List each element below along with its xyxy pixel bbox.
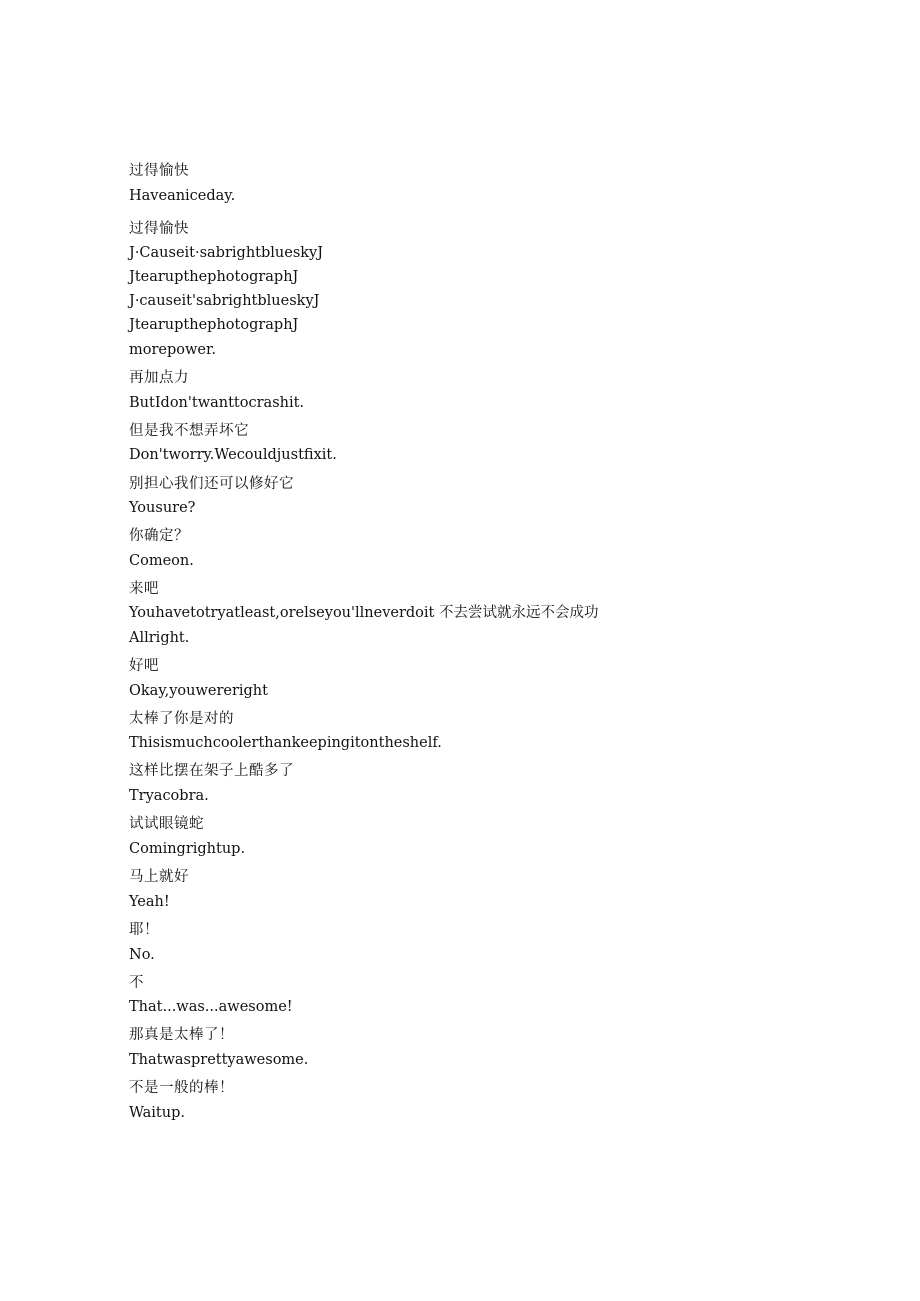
- transcript-line: ButIdon'twanttocrashit.: [129, 395, 305, 411]
- transcript-line: That...was...awesome!: [129, 999, 293, 1015]
- transcript-line: 过得愉快: [129, 221, 189, 237]
- transcript-line: Youhavetotryatleast,orelseyou'llneverdoit 不去尝试就永远不会成功: [129, 605, 599, 621]
- transcript-line: Don'tworry.Wecouldjustfixit.: [129, 447, 337, 463]
- transcript-line: Haveaniceday.: [129, 188, 236, 204]
- transcript-line: J·Causeit·sabrightblueskyJ: [129, 245, 324, 261]
- transcript-line: Comingrightup.: [129, 841, 246, 857]
- transcript-line: Okay,youwereright: [129, 683, 268, 699]
- transcript-line: 马上就好: [129, 869, 189, 885]
- transcript-line: 那真是太棒了！: [129, 1027, 234, 1043]
- transcript-line: 不是一般的棒！: [129, 1080, 234, 1096]
- transcript-line: Waitup.: [129, 1105, 185, 1121]
- transcript-line: 再加点力: [129, 370, 189, 386]
- transcript-line: Yousure?: [129, 500, 196, 516]
- transcript-line: 耶！: [129, 922, 159, 938]
- transcript-line: 过得愉快: [129, 163, 189, 179]
- transcript-line: Comeon.: [129, 553, 194, 569]
- transcript-line: morepower.: [129, 342, 216, 358]
- transcript-line: 太棒了你是对的: [129, 711, 234, 727]
- transcript-line: No.: [129, 947, 155, 963]
- transcript-line: Thisismuchcoolerthankeepingitontheshelf.: [129, 735, 442, 751]
- transcript-line: Tryacobra.: [129, 788, 209, 804]
- transcript-line: Thatwasprettyawesome.: [129, 1052, 309, 1068]
- transcript-line: 这样比摆在架子上酷多了: [129, 763, 294, 779]
- transcript-line: JtearupthephotographJ: [129, 269, 299, 285]
- transcript-line: 别担心我们还可以修好它: [129, 476, 294, 492]
- transcript-line: Yeah!: [129, 894, 170, 910]
- transcript-line: 来吧: [129, 581, 159, 597]
- transcript-line: 不: [129, 975, 144, 991]
- transcript-line: J·causeit'sabrightblueskyJ: [129, 293, 320, 309]
- transcript-line: JtearupthephotographJ: [129, 317, 299, 333]
- transcript-line: 你确定？: [129, 528, 189, 544]
- transcript-line: 好吧: [129, 658, 159, 674]
- transcript-line: 但是我不想弄坏它: [129, 423, 249, 439]
- transcript-line: Allright.: [129, 630, 190, 646]
- transcript-line: 试试眼镜蛇: [129, 816, 204, 832]
